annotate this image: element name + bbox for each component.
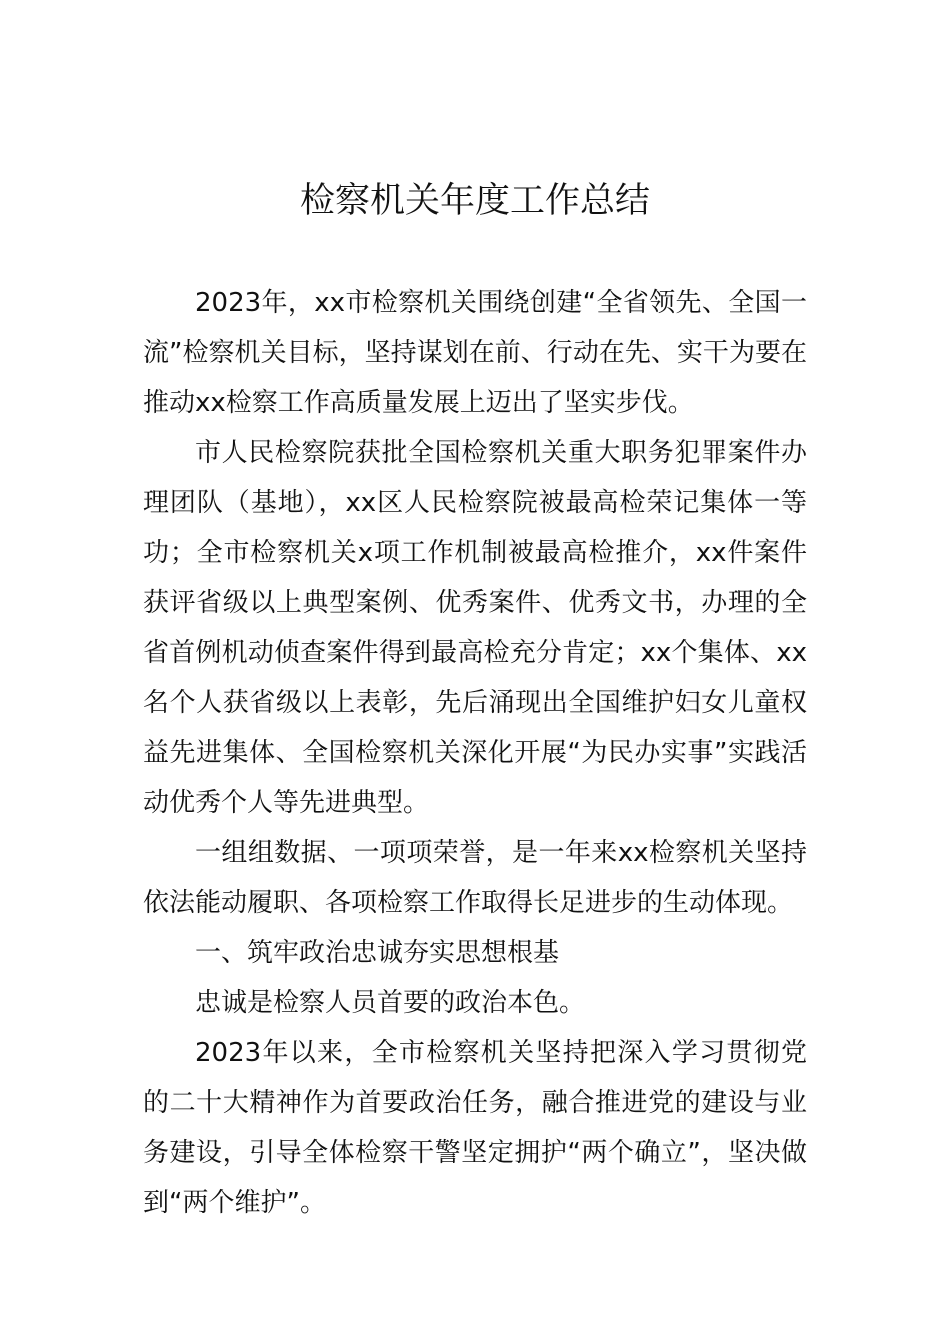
section-heading-1: 一、筑牢政治忠诚夯实思想根基 <box>195 938 560 968</box>
paragraph-loyalty: 忠诚是检察人员首要的政治本色。 <box>195 988 586 1018</box>
paragraph-achievements: 市人民检察院获批全国检察机关重大职务犯罪案件办理团队（基地），xx区人民检察院被最高检荣记集体一等功；全市检察机关x项工作机制被最高检推介，xx件案件获评省级以上典型案例、优秀案件、优秀文书，办理的全省首例机动侦查案件得到最高检充分肯定；xx个集体、xx名个人获省级以上表彰，先后涌现出全国维护妇女儿童权益先进集体、全国检察机关深化开展“为民办实事”实践活动优秀个人等先进典型。 <box>143 438 807 818</box>
document-body <box>143 278 807 1228</box>
document-title: 检察机关年度工作总结 <box>299 181 650 221</box>
paragraph-study: 2023年以来，全市检察机关坚持把深入学习贯彻党的二十大精神作为首要政治任务，融合推进党的建设与业务建设，引导全体检察干警坚定拥护“两个确立”，坚决做到“两个维护”。 <box>143 1038 807 1218</box>
paragraph-summary: 一组组数据、一项项荣誉，是一年来xx检察机关坚持依法能动履职、各项检察工作取得长足进步的生动体现。 <box>143 838 807 918</box>
paragraph-intro: 2023年，xx市检察机关围绕创建“全省领先、全国一流”检察机关目标，坚持谋划在前、行动在先、实干为要在推动xx检察工作高质量发展上迈出了坚实步伐。 <box>143 288 807 418</box>
